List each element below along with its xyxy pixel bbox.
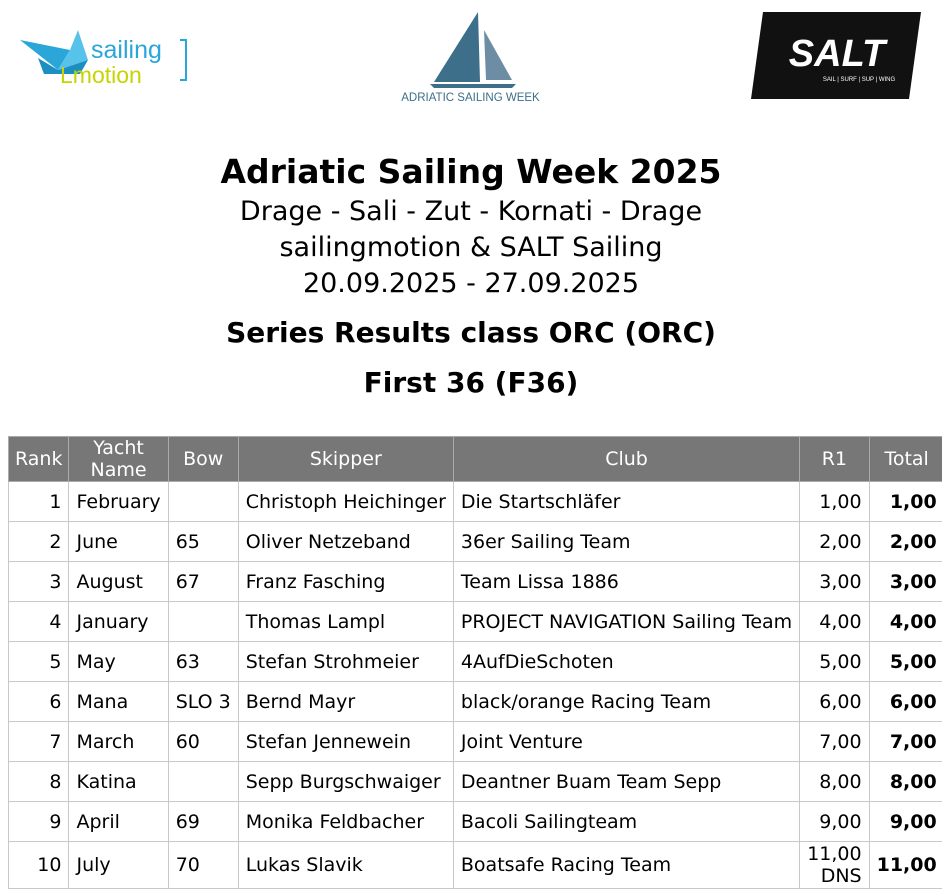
yacht-cell: January [69,602,168,642]
column-header-bow: Bow [168,437,238,482]
rank-cell: 1 [9,482,69,522]
adriatic-sailing-week-logo [388,8,553,108]
table-header-row [9,437,942,482]
rank-cell: 8 [9,762,69,802]
bow-cell: 67 [168,562,238,602]
page-title: Adriatic Sailing Week 2025 [220,152,722,191]
yacht-cell: May [69,642,168,682]
column-header-r1: R1 [800,437,869,482]
table-row [9,482,942,522]
r1-cell [800,642,869,682]
bow-cell: SLO 3 [168,682,238,722]
salt-logo-tagline: SAIL | SURF | SUP | WING [822,77,896,83]
salt-logo [751,12,921,99]
table-row [9,762,942,802]
r1-cell [800,802,869,842]
table-row [9,722,942,762]
rank-cell: 4 [9,602,69,642]
total-cell: 1,00 [869,482,942,522]
r1-value: 6,00 [819,690,862,713]
bow-cell [168,602,238,642]
club-cell: Deantner Buam Team Sepp [453,762,799,802]
table-row [9,642,942,682]
r1-value: 4,00 [819,610,862,633]
total-cell: 8,00 [869,762,942,802]
header-block [0,150,942,403]
club-cell: 36er Sailing Team [453,522,799,562]
r1-cell [800,722,869,762]
rank-cell: 3 [9,562,69,602]
bow-cell: 63 [168,642,238,682]
r1-cell [800,842,869,889]
class-title: First 36 (F36) [363,366,579,399]
skipper-cell: Monika Feldbacher [238,802,453,842]
yacht-cell: Katina [69,762,168,802]
yacht-cell: April [69,802,168,842]
total-cell: 3,00 [869,562,942,602]
yacht-cell: July [69,842,168,889]
total-cell: 9,00 [869,802,942,842]
r1-cell [800,682,869,722]
yacht-cell: March [69,722,168,762]
total-cell: 2,00 [869,522,942,562]
r1-value: 1,00 [819,490,862,513]
salt-logo-text: SALT [788,33,886,75]
r1-value: 7,00 [819,730,862,753]
sailingmotion-line2: Lmotion [60,62,142,88]
club-cell: black/orange Racing Team [453,682,799,722]
column-header-club: Club [453,437,799,482]
r1-cell [800,762,869,802]
bow-cell [168,482,238,522]
skipper-cell: Stefan Jennewein [238,722,453,762]
sailingmotion-logo [18,28,193,90]
dates-line: 20.09.2025 - 27.09.2025 [302,268,640,299]
bow-cell: 70 [168,842,238,889]
r1-cell [800,522,869,562]
total-cell: 7,00 [869,722,942,762]
rank-cell: 10 [9,842,69,889]
bow-cell: 65 [168,522,238,562]
column-header-yacht-name: Yacht Name [69,437,168,482]
route-line: Drage - Sali - Zut - Kornati - Drage [239,196,703,227]
club-cell: PROJECT NAVIGATION Sailing Team [453,602,799,642]
club-cell: 4AufDieSchoten [453,642,799,682]
skipper-cell: Oliver Netzeband [238,522,453,562]
rank-cell: 9 [9,802,69,842]
rank-cell: 7 [9,722,69,762]
skipper-cell: Thomas Lampl [238,602,453,642]
skipper-cell: Franz Fasching [238,562,453,602]
yacht-cell: August [69,562,168,602]
r1-cell [800,482,869,522]
rank-cell: 2 [9,522,69,562]
table-row [9,682,942,722]
club-cell: Team Lissa 1886 [453,562,799,602]
total-cell: 6,00 [869,682,942,722]
total-cell: 5,00 [869,642,942,682]
yacht-cell: February [69,482,168,522]
results-table [8,436,942,889]
r1-value: 5,00 [819,650,862,673]
r1-value: 8,00 [819,770,862,793]
total-cell: 11,00 [869,842,942,889]
column-header-rank: Rank [9,437,69,482]
club-cell: Joint Venture [453,722,799,762]
table-row [9,562,942,602]
club-cell: Boatsafe Racing Team [453,842,799,889]
yacht-cell: Mana [69,682,168,722]
r1-value: 3,00 [819,570,862,593]
column-header-total: Total [869,437,942,482]
table-row [9,522,942,562]
bow-cell [168,762,238,802]
rank-cell: 6 [9,682,69,722]
table-row [9,842,942,889]
r1-value: 2,00 [819,530,862,553]
r1-value: 11,00 [807,843,862,865]
skipper-cell: Lukas Slavik [238,842,453,889]
r1-cell [800,562,869,602]
skipper-cell: Bernd Mayr [238,682,453,722]
club-cell: Die Startschläfer [453,482,799,522]
rank-cell: 5 [9,642,69,682]
skipper-cell: Christoph Heichinger [238,482,453,522]
total-cell: 4,00 [869,602,942,642]
series-title: Series Results class ORC (ORC) [226,316,716,349]
skipper-cell: Stefan Strohmeier [238,642,453,682]
organizers-line: sailingmotion & SALT Sailing [279,232,663,263]
yacht-cell: June [69,522,168,562]
table-row [9,602,942,642]
r1-dns-note: DNS [820,865,862,887]
skipper-cell: Sepp Burgschwaiger [238,762,453,802]
column-header-skipper: Skipper [238,437,453,482]
bow-cell: 69 [168,802,238,842]
bow-cell: 60 [168,722,238,762]
sailingmotion-line1: sailing [91,36,162,64]
r1-cell [800,602,869,642]
adriatic-logo-text: ADRIATIC SAILING WEEK [401,92,540,104]
club-cell: Bacoli Sailingteam [453,802,799,842]
r1-value: 9,00 [819,810,862,833]
table-row [9,802,942,842]
